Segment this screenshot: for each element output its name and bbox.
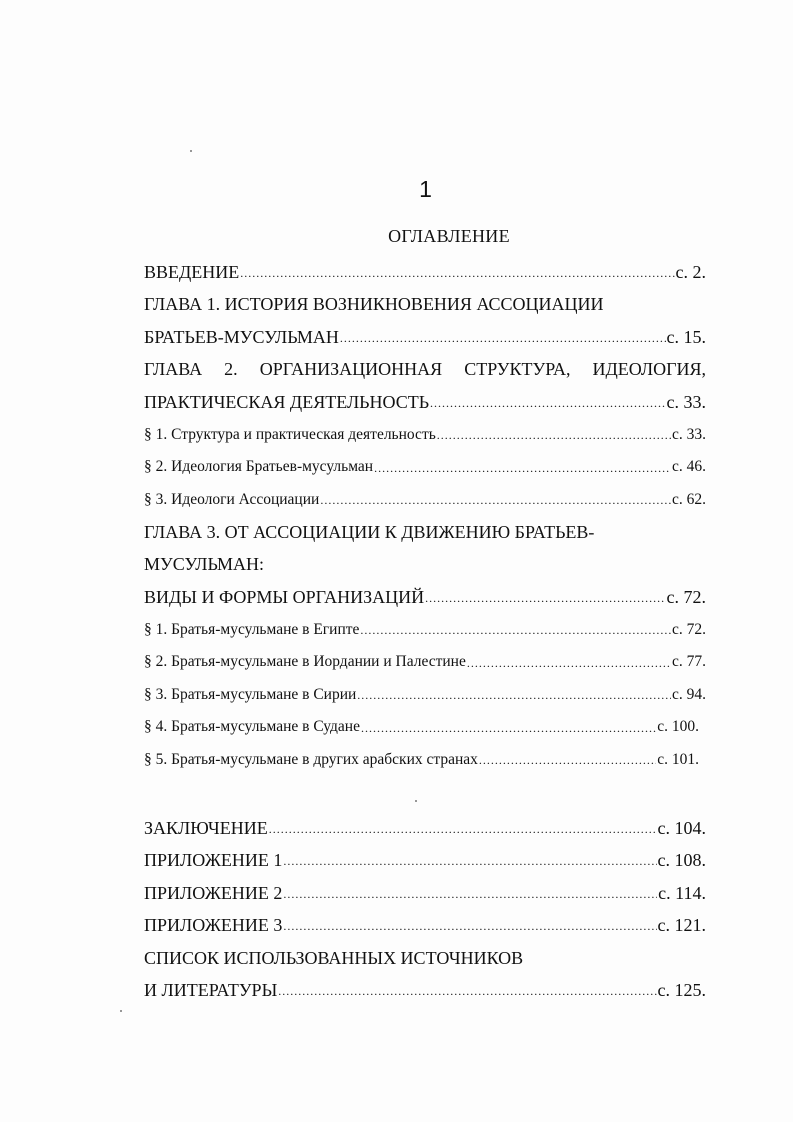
toc-entry-title: § 1. Братья-мусульмане в Египте (144, 620, 360, 638)
dot-leader (240, 266, 674, 289)
toc-section-entry (144, 646, 706, 679)
toc-entry-title: МУСУЛЬМАН: (144, 554, 265, 575)
toc-entry-title: ГЛАВА 1. ИСТОРИЯ ВОЗНИКНОВЕНИЯ АССОЦИАЦИИ (144, 294, 604, 315)
dot-leader (361, 721, 656, 744)
dot-leader (340, 331, 666, 354)
toc-section-entry (144, 484, 706, 517)
toc-chapter-entry (144, 581, 706, 614)
dot-leader (283, 854, 656, 877)
toc-entry-page: с. 2. (675, 261, 706, 282)
toc-chapter-entry (144, 516, 706, 549)
toc-entry-title: § 2. Идеология Братьев-мусульман (144, 458, 374, 476)
toc-entry-title: § 2. Братья-мусульмане в Иордании и Палестине (144, 653, 466, 671)
toc-chapter-entry (144, 812, 706, 845)
toc-chapter-entry (144, 256, 706, 289)
toc-section-entry (144, 679, 706, 712)
toc-entry-page: с. 15. (666, 326, 706, 347)
dot-leader (278, 984, 656, 1007)
toc-entry-page: с. 108. (657, 850, 706, 871)
toc-entry-title: § 4. Братья-мусульмане в Судане (144, 718, 360, 736)
dot-leader (430, 396, 665, 419)
toc-entry-title: СПИСОК ИСПОЛЬЗОВАННЫХ ИСТОЧНИКОВ (144, 947, 524, 968)
toc-entry-page: с. 46. (671, 458, 706, 476)
toc-section-entry (144, 419, 706, 452)
toc-entry-page: с. 104. (657, 817, 706, 838)
toc-chapter-entry (144, 549, 706, 582)
toc-entry-page: с. 94. (671, 685, 706, 703)
toc-chapter-entry (144, 975, 706, 1008)
toc-entry-page: с. 114. (658, 882, 706, 903)
toc-entry-title: ПРАКТИЧЕСКАЯ ДЕЯТЕЛЬНОСТЬ (144, 391, 430, 412)
dot-leader (479, 753, 656, 776)
dot-leader (283, 919, 656, 942)
dot-leader (467, 656, 671, 679)
toc-entry-title: ВИДЫ И ФОРМЫ ОРГАНИЗАЦИЙ (144, 586, 425, 607)
toc-entry-page: с. 125. (657, 980, 706, 1001)
dot-leader (283, 887, 657, 910)
toc-chapter-entry (144, 942, 706, 975)
toc-entry-page: с. 62. (671, 490, 706, 508)
dot-leader (320, 493, 671, 516)
toc-chapter-entry (144, 845, 706, 878)
toc-entry-title: ЗАКЛЮЧЕНИЕ (144, 817, 268, 838)
toc-chapter-entry (144, 386, 706, 419)
toc-spacer (144, 776, 706, 812)
scan-speck (190, 150, 192, 152)
toc-entry-title: ПРИЛОЖЕНИЕ 3 (144, 915, 283, 936)
toc-chapter-entry (144, 354, 706, 387)
toc-entry-title: ПРИЛОЖЕНИЕ 1 (144, 850, 283, 871)
toc-entry-title: И ЛИТЕРАТУРЫ (144, 980, 278, 1001)
toc-entry-page: с. 100. (657, 718, 699, 736)
toc-title: ОГЛАВЛЕНИЕ (388, 226, 510, 246)
toc-entry-title: § 1. Структура и практическая деятельность (144, 425, 436, 443)
toc-entry-page: с. 33. (671, 425, 706, 443)
toc-entry-page: с. 72. (666, 586, 706, 607)
toc-entry-title: § 3. Идеологи Ассоциации (144, 490, 320, 508)
page-number: 1 (419, 176, 432, 202)
toc-entry-title: ГЛАВА 2. ОРГАНИЗАЦИОННАЯ СТРУКТУРА, ИДЕОЛОГИЯ, (144, 359, 706, 380)
toc-entry-title: БРАТЬЕВ-МУСУЛЬМАН (144, 326, 339, 347)
dot-leader (425, 591, 665, 614)
toc-chapter-entry (144, 877, 706, 910)
toc-entry-page: с. 72. (671, 620, 706, 638)
toc-entry-page: с. 77. (671, 653, 706, 671)
toc-entry-page: с. 101. (657, 750, 699, 768)
toc-section-entry (144, 711, 699, 744)
dot-leader (269, 822, 657, 845)
toc-entry-title: § 5. Братья-мусульмане в других арабских странах (144, 750, 478, 768)
toc-chapter-entry (144, 321, 706, 354)
scan-speck (120, 1010, 122, 1012)
toc-section-entry (144, 744, 699, 777)
toc-entry-page: с. 33. (666, 391, 706, 412)
dot-leader (374, 461, 671, 484)
dot-leader (437, 428, 671, 451)
table-of-contents (144, 256, 706, 1007)
toc-chapter-entry (144, 910, 706, 943)
toc-chapter-entry (144, 289, 706, 322)
toc-entry-page: с. 121. (657, 915, 706, 936)
toc-entry-title: ГЛАВА 3. ОТ АССОЦИАЦИИ К ДВИЖЕНИЮ БРАТЬЕВ- (144, 521, 595, 542)
toc-section-entry (144, 614, 706, 647)
toc-entry-title: ВВЕДЕНИЕ (144, 261, 240, 282)
toc-entry-title: ПРИЛОЖЕНИЕ 2 (144, 882, 283, 903)
toc-entry-title: § 3. Братья-мусульмане в Сирии (144, 685, 357, 703)
dot-leader (357, 688, 671, 711)
dot-leader (360, 623, 671, 646)
toc-section-entry (144, 451, 706, 484)
